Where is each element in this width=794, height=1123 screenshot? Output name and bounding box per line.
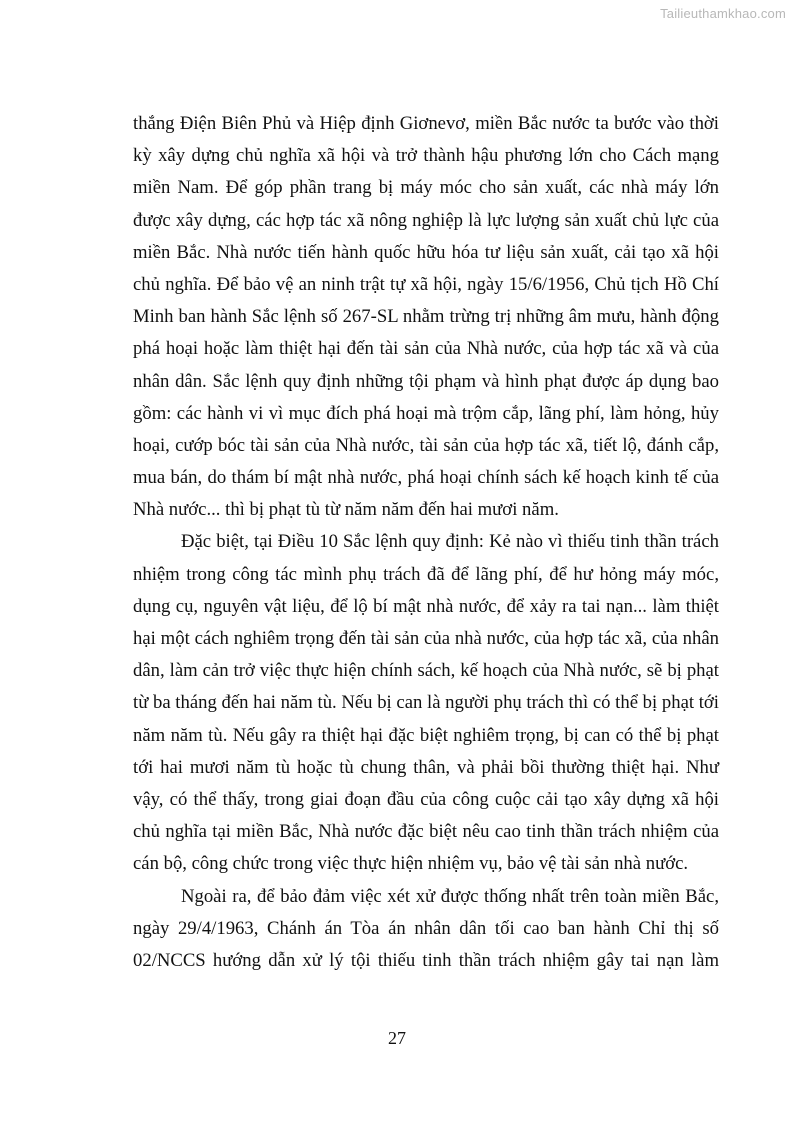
text-line: thắng Điện Biên Phủ và Hiệp định Giơnevơ, miền Bắc nước ta bước vào thời	[133, 113, 719, 134]
text-line: được xây dựng, các hợp tác xã nông nghiệp là lực lượng sản xuất chủ lực của	[133, 209, 719, 231]
text-line: nhân dân. Sắc lệnh quy định những tội phạm và hình phạt được áp dụng bao	[133, 370, 719, 392]
text-line: Minh ban hành Sắc lệnh số 267-SL nhằm trừng trị những âm mưu, hành động	[133, 306, 719, 328]
text-line: ngày 29/4/1963, Chánh án Tòa án nhân dân tối cao ban hành Chỉ thị số	[133, 917, 719, 939]
text-line: kỳ xây dựng chủ nghĩa xã hội và trở thành hậu phương lớn cho Cách mạng	[133, 145, 719, 167]
text-line: hoại, cướp bóc tài sản của Nhà nước, tài sản của hợp tác xã, tiết lộ, đánh cắp,	[133, 434, 719, 456]
text-line: dụng cụ, nguyên vật liệu, để lộ bí mật nhà nước, để xảy ra tai nạn... làm thiệt	[133, 595, 719, 617]
text-line: năm năm tù. Nếu gây ra thiệt hại đặc biệt nghiêm trọng, bị can có thể bị phạt	[133, 724, 719, 746]
text-line: hại một cách nghiêm trọng đến tài sản của nhà nước, của hợp tác xã, của nhân	[133, 628, 719, 649]
text-line: cán bộ, công chức trong việc thực hiện nhiệm vụ, bảo vệ tài sản nhà nước.	[133, 853, 689, 875]
page-body	[133, 108, 719, 977]
text-line: chủ nghĩa tại miền Bắc, Nhà nước đặc biệt nêu cao tinh thần trách nhiệm của	[133, 821, 719, 843]
page-number: 27	[388, 1028, 406, 1048]
text-line: vậy, có thể thấy, trong giai đoạn đầu của công cuộc cải tạo xây dựng xã hội	[133, 788, 719, 810]
text-line: Đặc biệt, tại Điều 10 Sắc lệnh quy định: Kẻ nào vì thiếu tinh thần trách	[181, 531, 719, 553]
text-line: tới hai mươi năm tù hoặc tù chung thân, và phải bồi thường thiệt hại. Như	[133, 756, 719, 778]
paragraph-1	[133, 108, 719, 526]
text-line: Ngoài ra, để bảo đảm việc xét xử được thống nhất trên toàn miền Bắc,	[181, 885, 719, 907]
text-line: Nhà nước... thì bị phạt tù từ năm năm đến hai mươi năm.	[133, 499, 559, 521]
paragraph-3	[133, 881, 719, 978]
text-line: nhiệm trong công tác mình phụ trách đã để lãng phí, để hư hỏng máy móc,	[133, 563, 719, 585]
text-line: gồm: các hành vi vì mục đích phá hoại mà trộm cắp, lãng phí, làm hỏng, hủy	[133, 402, 719, 424]
text-line: 02/NCCS hướng dẫn xử lý tội thiếu tinh thần trách nhiệm gây tai nạn làm	[133, 949, 719, 971]
text-line: phá hoại hoặc làm thiệt hại đến tài sản của Nhà nước, của hợp tác xã và của	[133, 338, 719, 360]
text-line: chủ nghĩa. Để bảo vệ an ninh trật tự xã hội, ngày 15/6/1956, Chủ tịch Hồ Chí	[133, 273, 719, 295]
text-line: miền Nam. Để góp phần trang bị máy móc cho sản xuất, các nhà máy lớn	[133, 177, 719, 199]
watermark-text: Tailieuthamkhao.com	[660, 6, 786, 21]
text-line: từ ba tháng đến hai năm tù. Nếu bị can là người phụ trách thì có thể bị phạt tới	[133, 692, 719, 714]
text-line: miền Bắc. Nhà nước tiến hành quốc hữu hóa tư liệu sản xuất, cải tạo xã hội	[133, 241, 719, 263]
paragraph-2	[133, 526, 719, 880]
text-line: dân, làm cản trở việc thực hiện chính sách, kế hoạch của Nhà nước, sẽ bị phạt	[133, 660, 719, 682]
text-line: mua bán, do thám bí mật nhà nước, phá hoại chính sách kế hoạch kinh tế của	[133, 467, 719, 489]
